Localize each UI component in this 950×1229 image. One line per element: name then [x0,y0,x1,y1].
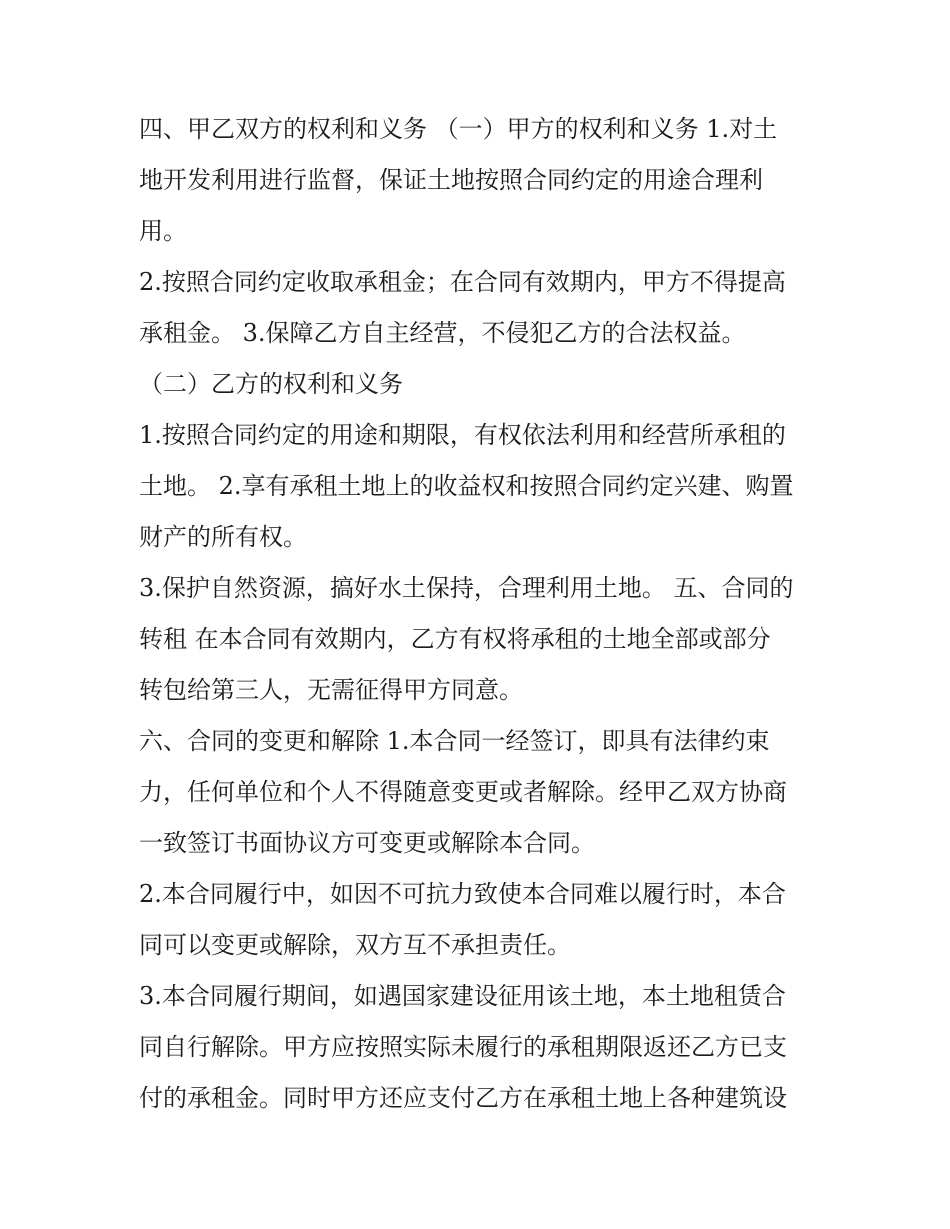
text-line: 同自行解除。甲方应按照实际未履行的承租期限返还乙方已支 [139,1033,787,1061]
text-line: 转租 在本合同有效期内，乙方有权将承租的土地全部或部分 [139,625,771,653]
text-line: 四、甲乙双方的权利和义务 （一）甲方的权利和义务 1.对土 [139,115,778,143]
text-line: 3.本合同履行期间，如遇国家建设征用该土地，本土地租赁合 [139,982,786,1010]
text-line: 付的承租金。同时甲方还应支付乙方在承租土地上各种建筑设 [139,1084,787,1112]
text-line: 2.本合同履行中，如因不可抗力致使本合同难以履行时，本合 [139,880,786,908]
text-line: 转包给第三人，无需征得甲方同意。 [139,676,523,704]
text-line: 一致签订书面协议方可变更或解除本合同。 [139,829,595,857]
text-line: （二）乙方的权利和义务 [139,370,403,398]
contract-body-text [139,104,819,1124]
text-line: 3.保护自然资源，搞好水土保持，合理利用土地。 五、合同的 [139,574,794,602]
text-line: 承租金。 3.保障乙方自主经营，不侵犯乙方的合法权益。 [139,319,746,347]
text-line: 六、合同的变更和解除 1.本合同一经签订，即具有法律约束 [139,727,770,755]
text-line: 地开发利用进行监督，保证土地按照合同约定的用途合理利 [139,166,763,194]
text-line: 土地。 2.享有承租土地上的收益权和按照合同约定兴建、购置 [139,472,794,500]
text-line: 用。 [139,217,187,245]
text-line: 1.按照合同约定的用途和期限，有权依法利用和经营所承租的 [139,421,786,449]
text-line: 同可以变更或解除，双方互不承担责任。 [139,931,571,959]
text-line: 力，任何单位和个人不得随意变更或者解除。经甲乙双方协商 [139,778,787,806]
text-line: 财产的所有权。 [139,523,307,551]
text-line: 2.按照合同约定收取承租金；在合同有效期内，甲方不得提高 [139,268,786,296]
